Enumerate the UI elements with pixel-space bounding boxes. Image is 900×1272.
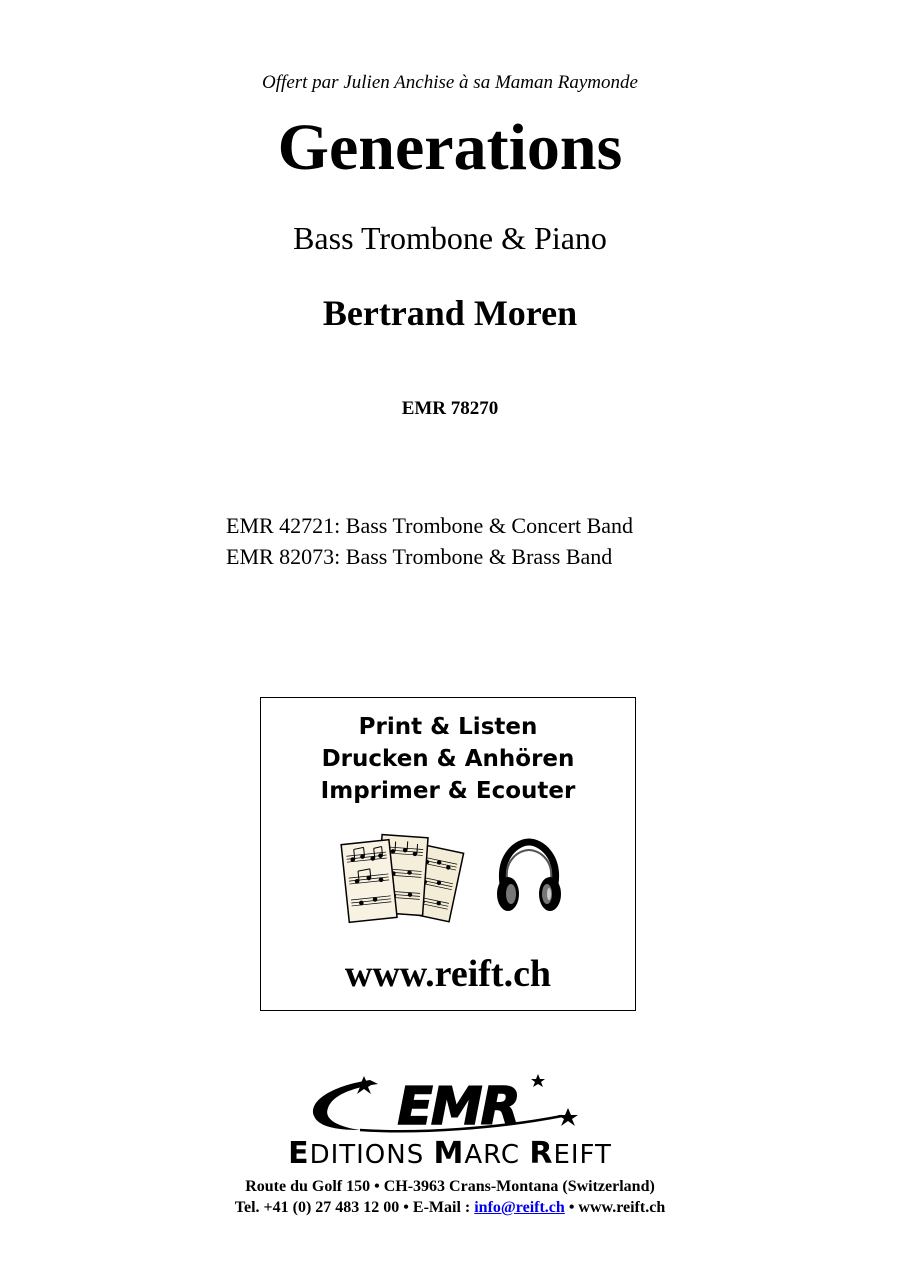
publisher-name: [0, 1138, 900, 1171]
publisher-initial-r: R: [529, 1136, 554, 1171]
catalog-number: EMR 78270: [401, 398, 499, 419]
contact-phone: Tel. +41 (0) 27 483 12 00 • E-Mail :: [234, 1199, 475, 1216]
publisher-name-part-2: ARC: [464, 1140, 530, 1170]
dedication-text: Offert par Julien Anchise à sa Maman Raymonde: [262, 72, 638, 93]
promo-line-german: Drucken & Anhören: [321, 746, 575, 772]
publisher-contact: [0, 1198, 900, 1218]
other-edition-concert-band: EMR 42721: Bass Trombone & Concert Band: [226, 513, 634, 538]
contact-website: • www.reift.ch: [564, 1199, 666, 1216]
emr-logo: [300, 1072, 590, 1136]
print-listen-promo-box: [260, 697, 636, 1011]
publisher-name-part-1: DITIONS: [309, 1140, 434, 1170]
svg-text:EMR: EMR: [397, 1077, 519, 1136]
publisher-name-part-3: EIFT: [553, 1140, 612, 1170]
piece-title: Generations: [277, 111, 623, 184]
promo-line-english: Print & Listen: [358, 714, 538, 740]
publisher-address: Route du Golf 150 • CH-3963 Crans-Montana (Switzerland): [245, 1178, 655, 1195]
promo-line-french: Imprimer & Ecouter: [320, 778, 576, 804]
headphones-icon: [493, 838, 565, 918]
promo-website-url[interactable]: www.reift.ch: [344, 953, 552, 995]
email-link[interactable]: info@reift.ch: [474, 1199, 565, 1216]
instrumentation: Bass Trombone & Piano: [293, 220, 607, 256]
composer-name: Bertrand Moren: [322, 293, 578, 333]
sheet-music-icon: [339, 830, 467, 926]
other-edition-brass-band: EMR 82073: Bass Trombone & Brass Band: [226, 544, 613, 569]
publisher-initial-m: M: [433, 1136, 465, 1171]
publisher-initial-e: E: [288, 1136, 310, 1171]
